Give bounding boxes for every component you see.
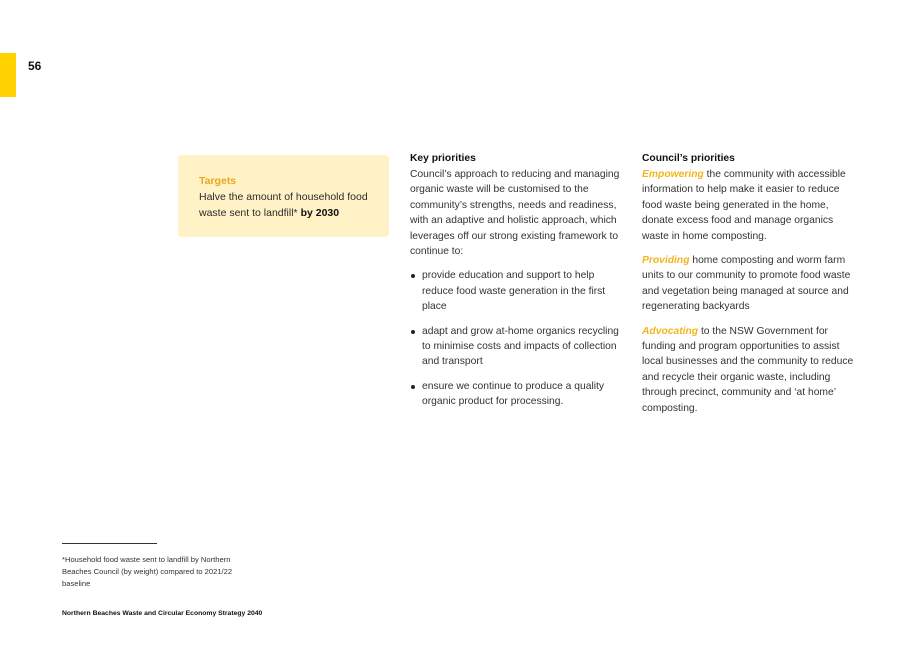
priority-lead: Advocating	[642, 325, 699, 337]
key-priorities-intro: Council’s approach to reducing and managing organic waste will be customised to the community’s strengths, needs and readiness, with an adaptive and holistic approach, which leverages off our strong existing framework to continue to:	[410, 169, 620, 258]
targets-emphasis: by 2030	[300, 206, 340, 219]
targets-title: Targets	[199, 175, 237, 187]
targets-text	[199, 190, 377, 221]
list-item: ensure we continue to produce a quality organic product for processing.	[410, 379, 620, 410]
page-number: 56	[28, 59, 42, 73]
list-item: adapt and grow at-home organics recycling to minimise costs and impacts of collection and transport	[410, 324, 620, 370]
priority-advocating	[642, 324, 857, 416]
footnote-divider	[62, 543, 157, 544]
footnote: *Household food waste sent to landfill by Northern Beaches Council (by weight) compared to 2021/22 baseline	[62, 555, 233, 589]
council-priorities-title: Council’s priorities	[642, 153, 735, 164]
targets-box	[178, 155, 389, 237]
list-item: provide education and support to help reduce food waste generation in the first place	[410, 268, 620, 314]
priority-lead: Providing	[642, 255, 690, 267]
page-tab-marker	[0, 53, 16, 97]
priority-text: home composting and worm farm units to our community to promote food waste and vegetation being managed at source and regenerating backyards	[642, 255, 851, 313]
priority-lead: Empowering	[642, 169, 704, 180]
document-footer: Northern Beaches Waste and Circular Economy Strategy 2040	[62, 610, 263, 617]
key-priorities-column	[410, 152, 620, 419]
priority-text: the community with accessible information to help make it easier to reduce food waste being generated in the home, donate excess food and manage organics waste in home composting.	[642, 169, 846, 242]
targets-body: Halve the amount of household food waste sent to landfill*	[199, 191, 368, 219]
priority-providing	[642, 253, 857, 315]
key-priorities-title: Key priorities	[410, 153, 476, 164]
council-priorities-column	[642, 152, 857, 416]
priority-empowering	[642, 167, 857, 244]
key-priorities-list	[410, 268, 620, 409]
priority-text: to the NSW Government for funding and program opportunities to assist local businesses and the community to reduce and recycle their organic waste, including through precinct, community and ‘at home’ composting.	[642, 325, 854, 414]
